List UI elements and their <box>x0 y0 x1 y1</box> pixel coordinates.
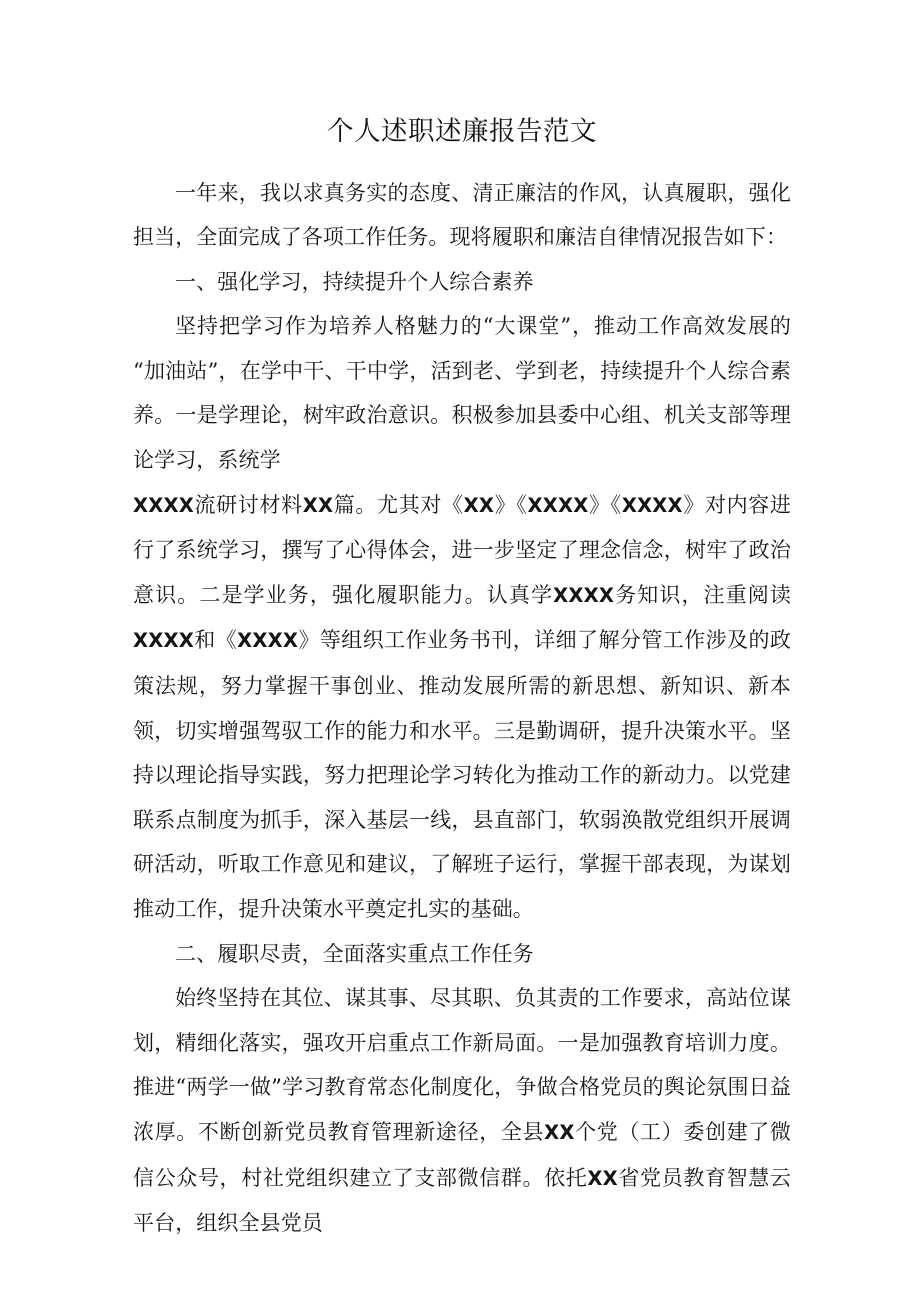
redacted-placeholder: XX <box>544 1120 575 1144</box>
redacted-placeholder: XX <box>463 493 495 517</box>
redacted-placeholder: XXXX <box>621 493 683 517</box>
text-run: 和《 <box>193 628 238 653</box>
redacted-placeholder: XXXX <box>237 629 299 653</box>
document-content <box>133 0 791 1246</box>
redacted-placeholder: XXXX <box>553 583 615 607</box>
section-heading-2: 二、履职尽责，全面落实重点工作任务 <box>175 941 534 966</box>
paragraph-section-2 <box>133 976 791 1246</box>
text-run: 流研讨材料 <box>193 492 303 517</box>
paragraph-intro: 一年来，我以求真务实的态度、清正廉洁的作风，认真履职，强化担当，全面完成了各项工作任务。现将履职和廉洁自律情况报告如下： <box>133 180 791 250</box>
redacted-placeholder: XXXX <box>133 493 194 517</box>
paragraph-section-1-b <box>133 483 791 932</box>
text-run: 始终坚持在其位、谋其事、尽其职、负其责的工作要求，高站位谋划，精细化落实，强攻开启重点工作新局面。一是加强教育培训力度。推进“两学一做”学习教育常态化制度化，争做合格党员的舆论氛围日益浓厚。不断创新党员教育管理新途径，全县 <box>133 986 791 1144</box>
redacted-placeholder: XXXX <box>133 629 194 653</box>
text-run: 》《 <box>588 492 622 517</box>
text-run: 篇。尤其对《 <box>333 492 464 517</box>
section-heading-1: 一、强化学习，持续提升个人综合素养 <box>175 269 534 294</box>
text-run: 》等组织工作业务书刊，详细了解分管工作涉及的政策法规，努力掌握干事创业、推动发展所需的新思想、新知识、新本领，切实增强驾驭工作的能力和水平。三是勤调研，提升决策水平。坚持以理论指导实践，努力把理论学习转化为推动工作的新动力。以党建联系点制度为抓手，深入基层一线，县直部门，软弱涣散党组织开展调研活动，听取工作意见和建议，了解班子运行，掌握干部表现，为谋划推动工作，提升决策水平奠定扎实的基础。 <box>133 628 791 921</box>
text-run: 务知识，注重阅读 <box>614 582 791 607</box>
text-run: 省党员教育智慧云平台，组织全县党员 <box>133 1165 791 1236</box>
redacted-placeholder: XX <box>302 493 334 517</box>
text-run: 》对内容进行了系统学习，撰写了心得体会，进一步坚定了理念信念，树牢了政治意识。二是学业务，强化履职能力。认真学 <box>133 492 792 607</box>
text-run: 个党（工）委创建了微信公众号，村社党组织建立了支部微信群。依托 <box>133 1119 791 1190</box>
redacted-placeholder: XX <box>587 1166 618 1190</box>
redacted-placeholder: XXXX <box>527 493 589 517</box>
paragraph-section-1-a: 坚持把学习作为培养人格魅力的“大课堂”，推动工作高效发展的“加油站”，在学中干、干中学，活到老、学到老，持续提升个人综合素养。一是学理论，树牢政治意识。积极参加县委中心组、机关支部等理论学习，系统学 <box>133 314 791 473</box>
text-run: 》《 <box>494 492 528 517</box>
page-title: 个人述职述廉报告范文 <box>327 116 597 147</box>
